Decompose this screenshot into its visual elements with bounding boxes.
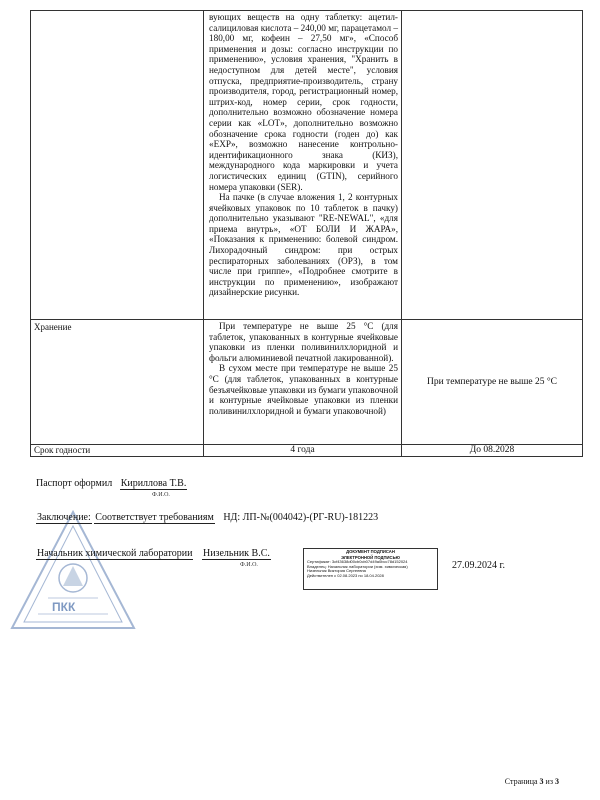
- storage-label: Хранение: [34, 322, 72, 332]
- cell-storage-result: [402, 320, 583, 445]
- esig-title-2: ЭЛЕКТРОННОЙ ПОДПИСЬЮ: [341, 554, 400, 560]
- esig-name: Низельник Виктория Сергеевна: [307, 569, 366, 574]
- prepared-label: Паспорт оформил: [36, 478, 113, 489]
- storage-result: При температуре не выше 25 °C: [426, 377, 558, 387]
- storage-text-1: При температуре не выше 25 °C (для таблеток, упакованных в контурные ячейковые упаковки из пленки поливинилхлоридной и фольги алюминиевой печатной лакированной).: [209, 321, 398, 363]
- stamp-label: ПКК: [52, 600, 76, 614]
- cell-empty-label: [31, 11, 204, 320]
- cell-storage-norm: [204, 320, 402, 445]
- head-label: Начальник химической лаборатории: [37, 548, 193, 559]
- cell-storage-label: [31, 320, 204, 445]
- signature-date: 27.09.2024 г.: [452, 560, 505, 571]
- cell-shelf-norm: [204, 445, 402, 457]
- conclusion-text: Соответствует требованиям: [95, 512, 214, 523]
- cell-shelf-label: [31, 445, 204, 457]
- page-of-label: из: [545, 777, 553, 786]
- electronic-signature-box: [303, 548, 438, 590]
- page-footer: [505, 777, 559, 786]
- packaging-text-1: вующих веществ на одну таблетку: ацетил-салициловая кислота – 240,00 мг, парацетамол – 180,00 мг, кофеин – 27,50 мг», «Способ применения и дозы: согласно инструкции по применению», условия хранения, "Хранить в недоступном для детей месте", условия отпуска, предприятие-производитель, страну производителя, город, регистрационный номер, штрих-код, номер серии, срок годности, дополнительно возможно обозначение номера серии как «LOT», дополнительно возможно обозначение срока годности (годен до) как «EXP», возможно нанесение контрольно-идентификационного знака (КИЗ), международного кода маркировки и учета логистических единиц (GTIN), серийного номера упаковки (SER).: [209, 12, 398, 192]
- fio-caption-2: Ф.И.О.: [240, 562, 258, 568]
- page-label: Страница: [504, 777, 538, 786]
- table-row-packaging: [31, 11, 583, 320]
- head-of-lab: [36, 548, 271, 559]
- shelf-life-result: До 08.2028: [469, 445, 515, 455]
- lab-stamp-icon: [8, 508, 138, 633]
- prepared-name: Кириллова Т.В.: [120, 478, 187, 489]
- spec-table: [30, 10, 583, 457]
- table-row-shelf-life: [31, 445, 583, 457]
- conclusion-label: Заключение:: [37, 512, 91, 523]
- esig-cert: Сертификат: 3cf43638d00cb0cb07d49a0bcc78d152024: [307, 560, 408, 565]
- cell-packaging-norm: [204, 11, 402, 320]
- prepared-by: [36, 478, 187, 489]
- conclusion-nd: НД: ЛП-№(004042)-(РГ-RU)-181223: [223, 512, 379, 523]
- shelf-life-norm: 4 года: [290, 445, 315, 455]
- page-total: 3: [555, 777, 559, 786]
- conclusion: [36, 512, 378, 523]
- storage-text-2: В сухом месте при температуре не выше 25 °C (для таблеток, упакованных в контурные безъячейковые упаковки из бумаги упаковочной и контурные ячейковые упаковки из пленки поливинилхлоридной и бумаги упаковочной): [209, 363, 398, 416]
- table-row-storage: [31, 320, 583, 445]
- fio-caption-1: Ф.И.О.: [152, 492, 170, 498]
- head-name: Низельник В.С.: [202, 548, 270, 559]
- esig-valid: Действителен с 02.08.2023 по 18.04.2028: [307, 573, 384, 578]
- esig-title-1: ДОКУМЕНТ ПОДПИСАН: [346, 549, 395, 554]
- page-number: 3: [539, 777, 544, 786]
- shelf-life-label: Срок годности: [34, 445, 91, 455]
- cell-shelf-result: [402, 445, 583, 457]
- packaging-text-2: На пачке (в случае вложения 1, 2 контурных ячейковых упаковок по 10 таблеток в пачку) дополнительно указывают "RE-NEWAL", «для приема внутрь», «ОТ БОЛИ И ЖАРА», «Показания к применению: болевой синдром. Лихорадочный синдром: при острых респираторных заболеваниях (ОРЗ), в том числе при гриппе», «Подробнее смотрите в инструкции по применению», изображают дизайнерские рисунки.: [209, 192, 398, 298]
- cell-empty-result: [402, 11, 583, 320]
- esig-owner: Владелец: Начальник лаборатории (хим. химическая): [307, 564, 408, 569]
